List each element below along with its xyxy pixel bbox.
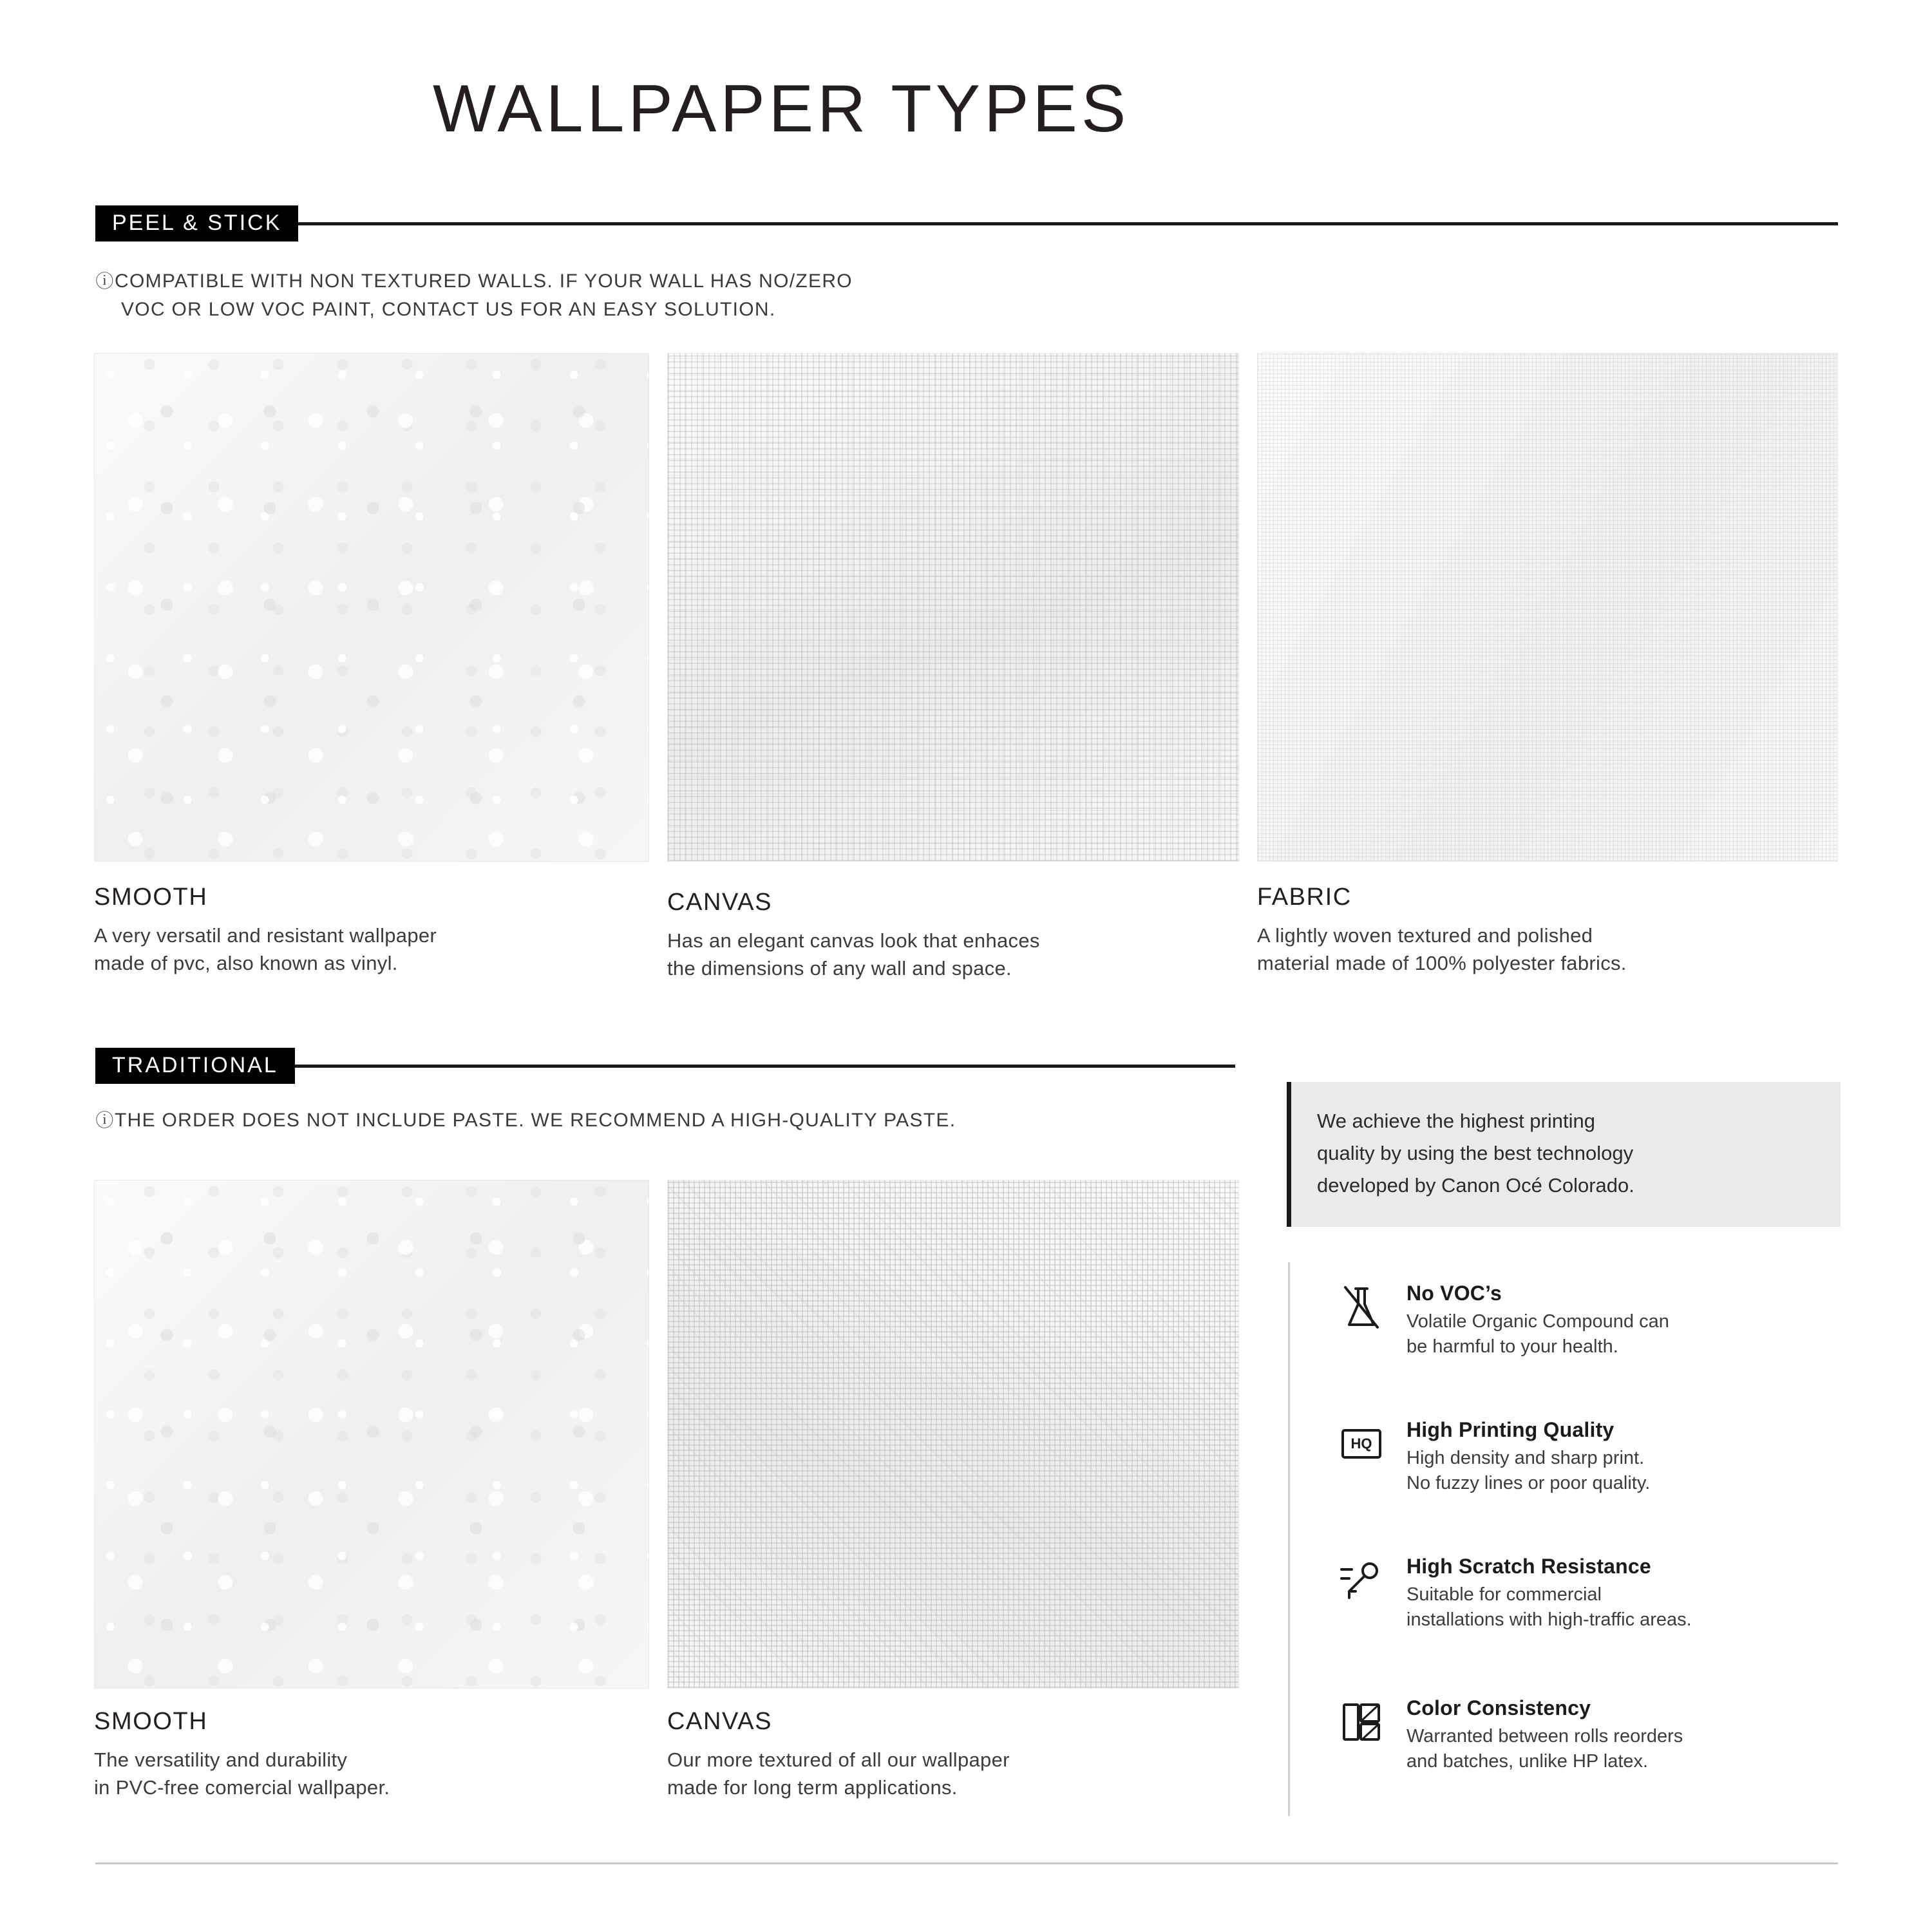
swatch-peel-canvas[interactable] [667, 353, 1239, 862]
feature-body-line-2: installations with high-traffic areas. [1406, 1609, 1692, 1630]
section-header-peel-stick [95, 206, 1838, 241]
feature-body [1406, 1582, 1692, 1633]
swatch-peel-fabric[interactable] [1257, 353, 1838, 862]
swatch-traditional-canvas[interactable] [667, 1180, 1239, 1689]
caption-title-peel-fabric: FABRIC [1257, 884, 1352, 911]
page-title: WALLPAPER TYPES [433, 71, 1130, 146]
section-header-traditional [95, 1048, 1235, 1083]
section-tag-peel-stick: PEEL & STICK [95, 205, 298, 242]
feature-body-line-1: High density and sharp print. [1406, 1448, 1645, 1468]
feature-color-consistency [1334, 1695, 1843, 1774]
swatch-peel-smooth[interactable] [94, 353, 649, 862]
feature-text [1406, 1280, 1669, 1359]
bottom-divider [95, 1862, 1838, 1864]
note-line-2: VOC OR LOW VOC PAINT, CONTACT US FOR AN EASY SOLUTION. [121, 298, 776, 320]
note-peel-stick [95, 267, 1190, 323]
caption-body-traditional-canvas [667, 1747, 1240, 1802]
quote-line-2: quality by using the best technology [1317, 1142, 1634, 1165]
caption-body-line-1: A lightly woven textured and polished [1257, 924, 1593, 947]
feature-body [1406, 1724, 1683, 1774]
caption-body-line-2: made of pvc, also known as vinyl. [94, 951, 398, 974]
svg-text:HQ: HQ [1350, 1435, 1372, 1452]
feature-high-scratch-resistance [1334, 1553, 1843, 1633]
scratch-resistance-icon [1334, 1553, 1388, 1607]
quote-line-3: developed by Canon Océ Colorado. [1317, 1174, 1634, 1197]
note-traditional [95, 1106, 1229, 1135]
feature-body [1406, 1446, 1650, 1496]
feature-body-line-1: Suitable for commercial [1406, 1584, 1602, 1605]
caption-body-line-2: in PVC-free comercial wallpaper. [94, 1776, 390, 1799]
note-line-1: COMPATIBLE WITH NON TEXTURED WALLS. IF YOUR WALL HAS NO/ZERO [115, 270, 853, 292]
feature-body-line-1: Volatile Organic Compound can [1406, 1311, 1669, 1332]
quality-quote-box [1287, 1082, 1841, 1227]
caption-body-line-2: the dimensions of any wall and space. [667, 956, 1012, 980]
feature-heading: No VOC’s [1406, 1282, 1502, 1305]
caption-body-traditional-smooth [94, 1747, 648, 1802]
hq-print-icon [1334, 1417, 1388, 1471]
caption-body-line-1: A very versatil and resistant wallpaper [94, 924, 437, 947]
caption-body-peel-canvas [667, 927, 1240, 983]
feature-body-line-2: and batches, unlike HP latex. [1406, 1750, 1649, 1772]
feature-body-line-2: No fuzzy lines or poor quality. [1406, 1472, 1651, 1493]
info-icon: ⓘ [95, 1110, 115, 1130]
caption-body-line-2: made for long term applications. [667, 1776, 958, 1799]
caption-title-traditional-canvas: CANVAS [667, 1708, 773, 1735]
feature-body-line-2: be harmful to your health. [1406, 1336, 1618, 1357]
color-consistency-icon [1334, 1695, 1388, 1749]
section-divider [298, 222, 1838, 225]
section-tag-traditional: TRADITIONAL [95, 1048, 295, 1084]
feature-body-line-1: Warranted between rolls reorders [1406, 1726, 1683, 1747]
swatch-traditional-smooth[interactable] [94, 1180, 649, 1689]
no-voc-icon [1334, 1280, 1388, 1334]
caption-body-peel-fabric [1257, 922, 1843, 978]
feature-text [1406, 1553, 1692, 1633]
feature-high-printing-quality [1334, 1417, 1843, 1496]
quality-quote-text [1317, 1105, 1815, 1202]
quote-line-1: We achieve the highest printing [1317, 1110, 1595, 1132]
feature-body [1406, 1309, 1669, 1359]
caption-body-line-2: material made of 100% polyester fabrics. [1257, 951, 1627, 974]
feature-no-voc [1334, 1280, 1843, 1359]
feature-heading: High Scratch Resistance [1406, 1555, 1651, 1578]
feature-text [1406, 1417, 1650, 1496]
feature-rail-divider [1288, 1262, 1290, 1816]
caption-title-peel-smooth: SMOOTH [94, 884, 208, 911]
section-divider [295, 1065, 1235, 1068]
feature-heading: Color Consistency [1406, 1696, 1591, 1719]
feature-heading: High Printing Quality [1406, 1418, 1615, 1441]
caption-body-peel-smooth [94, 922, 648, 978]
note-line-1: THE ORDER DOES NOT INCLUDE PASTE. WE RECOMMEND A HIGH-QUALITY PASTE. [115, 1110, 956, 1131]
caption-body-line-1: Our more textured of all our wallpaper [667, 1748, 1010, 1771]
caption-body-line-1: Has an elegant canvas look that enhaces [667, 929, 1040, 952]
info-icon: ⓘ [95, 271, 115, 291]
feature-text [1406, 1695, 1683, 1774]
caption-title-peel-canvas: CANVAS [667, 889, 773, 916]
caption-title-traditional-smooth: SMOOTH [94, 1708, 208, 1735]
caption-body-line-1: The versatility and durability [94, 1748, 348, 1771]
